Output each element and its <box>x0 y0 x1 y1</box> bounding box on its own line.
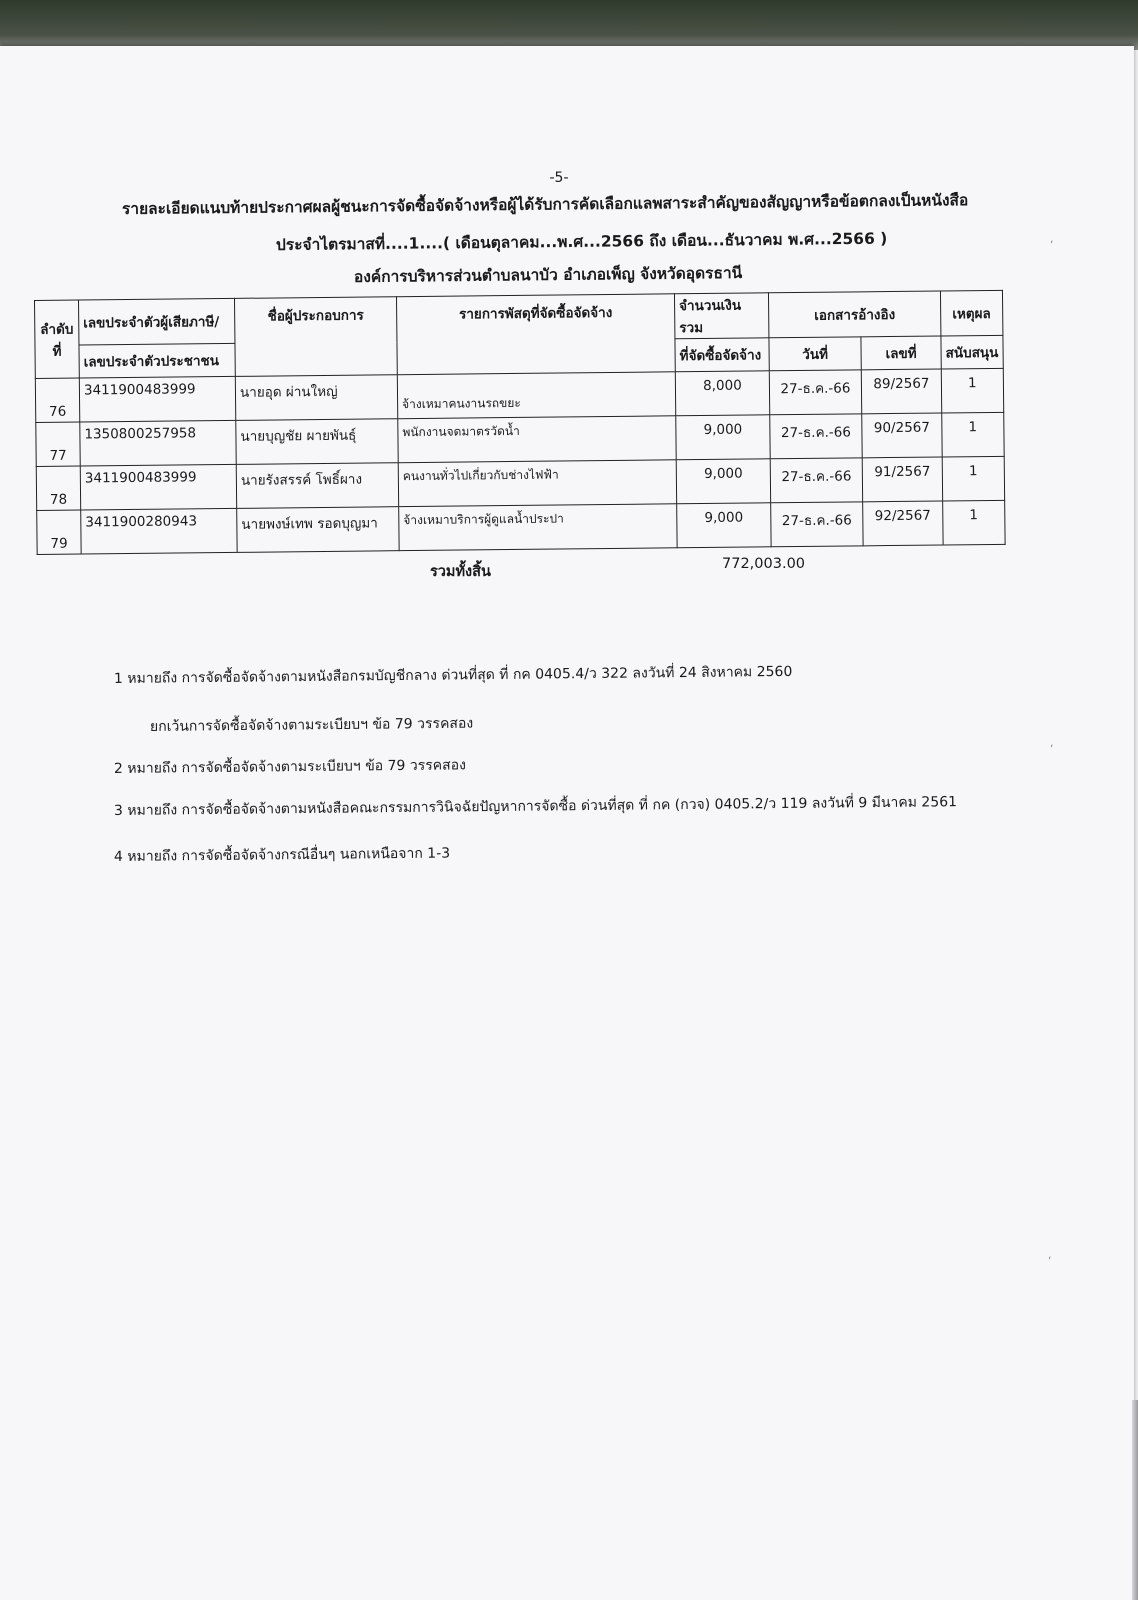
header-amount-line2: ที่จัดซื้อจัดจ้าง <box>675 338 769 372</box>
header-reason-line1: เหตุผล <box>940 290 1002 336</box>
row-reason: 1 <box>942 412 1004 457</box>
header-item: รายการพัสดุที่จัดซื้อจัดจ้าง <box>396 294 675 375</box>
procurement-table <box>34 290 1005 555</box>
header-vendor: ชื่อผู้ประกอบการ <box>234 297 397 377</box>
paper-speck: ʻ <box>1050 238 1054 251</box>
row-amount: 8,000 <box>675 371 769 416</box>
row-no: 78 <box>36 466 80 510</box>
document-title: รายละเอียดแนบท้ายประกาศผลผู้ชนะการจัดซื้อจัดจ้างหรือผู้ได้รับการคัดเลือกแลพสาระสำคัญของสัญญาหรือข้อตกลงเป็นหนังสือ <box>121 191 969 218</box>
row-taxid: 3411900483999 <box>79 376 235 422</box>
header-amount-line1: จำนวนเงินรวม <box>674 293 768 339</box>
row-vendor: นายอุด ผ่านใหญ่ <box>235 375 397 421</box>
header-taxid-line2: เลขประจำตัวประชาชน <box>79 343 235 378</box>
header-reason-line2: สนับสนุน <box>941 335 1003 369</box>
row-taxid: 3411900280943 <box>81 508 237 554</box>
page-number: -5- <box>549 170 569 186</box>
row-date: 27-ธ.ค.-66 <box>771 502 863 547</box>
page-edge <box>1132 1400 1138 1600</box>
row-number: 91/2567 <box>862 457 942 502</box>
header-no: ลำดับที่ <box>35 300 80 378</box>
row-number: 92/2567 <box>863 501 943 546</box>
row-vendor: นายบุญชัย ผายพันธุ์ <box>236 419 398 465</box>
table-row <box>37 500 1005 554</box>
note-3: 3 หมายถึง การจัดซื้อจัดจ้างตามหนังสือคณะกรรมการวินิจฉัยปัญหาการจัดซื้อ ด่วนที่สุด ที่ กค (กวจ) 0405.2/ว 119 ลงวันที่ 9 มีนาคม 2561 <box>113 794 958 819</box>
row-reason: 1 <box>943 500 1005 545</box>
row-date: 27-ธ.ค.-66 <box>770 458 862 503</box>
row-reason: 1 <box>942 456 1004 501</box>
row-number: 90/2567 <box>862 413 942 458</box>
row-date: 27-ธ.ค.-66 <box>769 370 861 415</box>
total-value: 772,003.00 <box>722 556 806 572</box>
row-amount: 9,000 <box>677 503 771 548</box>
row-item: จ้างเหมาคนงานรถขยะ <box>397 372 675 419</box>
header-reference: เอกสารอ้างอิง <box>768 291 940 338</box>
note-1: 1 หมายถึง การจัดซื้อจัดจ้างตามหนังสือกรมบัญชีกลาง ด่วนที่สุด ที่ กค 0405.4/ว 322 ลงวันที่ 24 สิงหาคม 2560 <box>113 663 793 687</box>
header-taxid-line1: เลขประจำตัวผู้เสียภาษี/ <box>79 298 235 345</box>
row-vendor: นายพงษ์เทพ รอดบุญมา <box>237 507 399 553</box>
row-amount: 9,000 <box>676 415 770 460</box>
row-reason: 1 <box>941 368 1003 413</box>
row-no: 76 <box>35 378 79 422</box>
total-label: รวมทั้งสิ้น <box>430 564 491 580</box>
note-2: 2 หมายถึง การจัดซื้อจัดจ้างตามระเบียบฯ ข้อ 79 วรรคสอง <box>113 757 467 777</box>
procurement-table-wrapper <box>34 290 1005 555</box>
row-item: พนักงานจดมาตรวัดน้ำ <box>398 416 676 463</box>
paper-speck: ʻ <box>1050 742 1054 755</box>
row-no: 77 <box>36 422 80 466</box>
row-taxid: 3411900483999 <box>80 464 236 510</box>
row-taxid: 1350800257958 <box>80 420 236 466</box>
document-period: ประจำไตรมาสที่....1....( เดือนตุลาคม...พ.ศ...2566 ถึง เดือน...ธันวาคม พ.ศ...2566 ) <box>275 229 888 254</box>
row-amount: 9,000 <box>676 459 770 504</box>
note-1-continued: ยกเว้นการจัดซื้อจัดจ้างตามระเบียบฯ ข้อ 79 วรรคสอง <box>149 715 474 735</box>
row-item: คนงานทั่วไปเกี่ยวกับช่างไฟฟ้า <box>398 460 676 507</box>
row-item: จ้างเหมาบริการผู้ดูแลน้ำประปา <box>399 504 677 551</box>
photo-background-top <box>0 0 1138 50</box>
row-number: 89/2567 <box>861 369 941 414</box>
header-date: วันที่ <box>769 337 861 371</box>
paper-speck: ʻ <box>1048 1254 1052 1267</box>
row-vendor: นายรังสรรค์ โพธิ์ผาง <box>236 463 398 509</box>
row-date: 27-ธ.ค.-66 <box>770 414 862 459</box>
header-number: เลขที่ <box>861 336 941 370</box>
row-no: 79 <box>37 510 81 554</box>
document-organization: องค์การบริหารส่วนตำบลนาบัว อำเภอเพ็ญ จังหวัดอุดรธานี <box>353 263 743 286</box>
note-4: 4 หมายถึง การจัดซื้อจัดจ้างกรณีอื่นๆ นอกเหนือจาก 1-3 <box>113 845 451 865</box>
